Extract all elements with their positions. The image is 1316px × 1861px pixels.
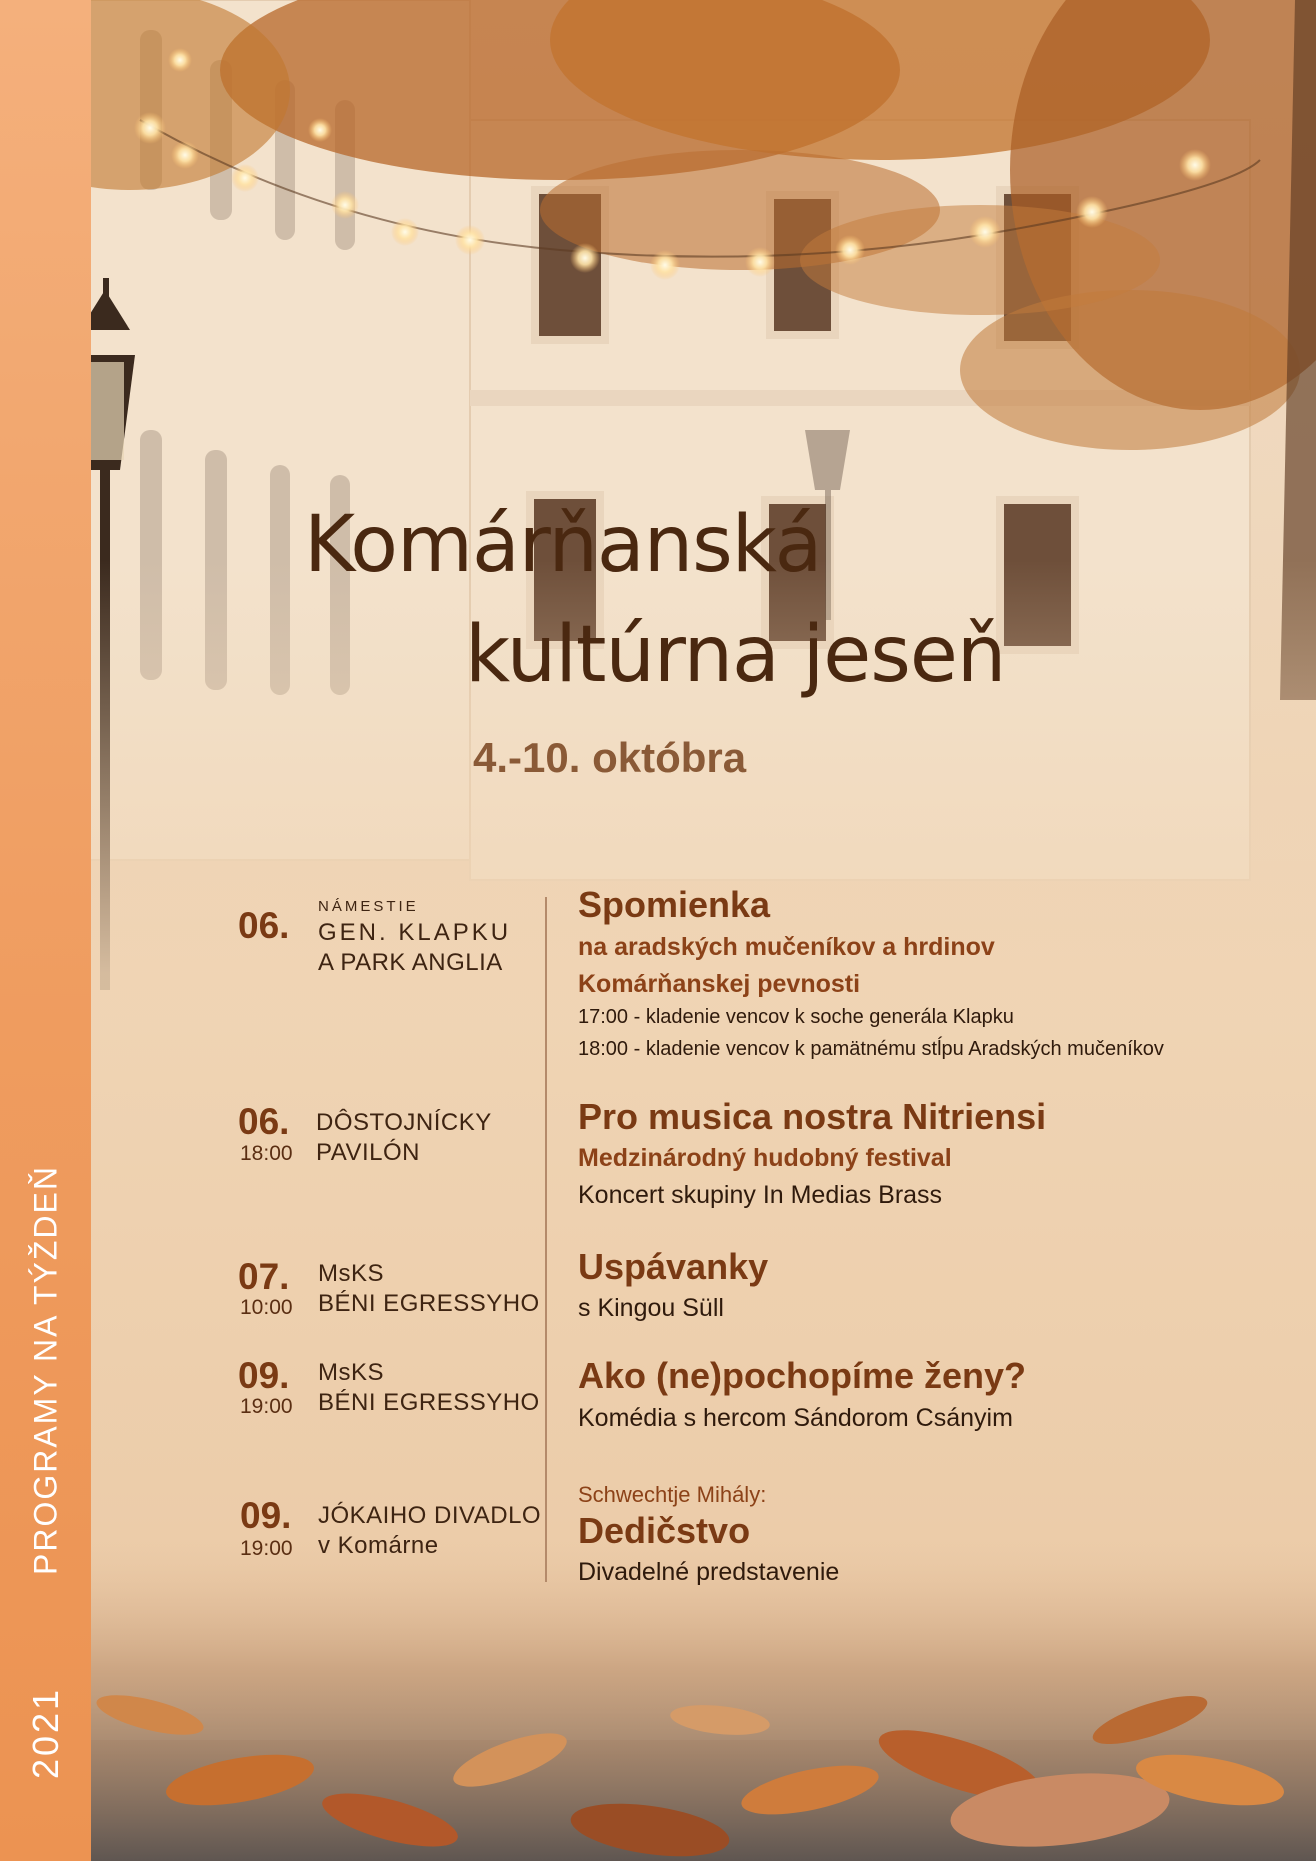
venue-line-1: GEN. KLAPKU <box>318 919 512 946</box>
venue-line-1: DÔSTOJNÍCKY <box>316 1109 492 1136</box>
event-subtitle: Medzinárodný hudobný festival <box>578 1144 952 1172</box>
event-description: Komédia s hercom Sándorom Csányim <box>578 1404 1013 1432</box>
event-description: Divadelné predstavenie <box>578 1558 840 1586</box>
event-author: Schwechtje Mihály: <box>578 1482 767 1507</box>
venue-line-2: PAVILÓN <box>316 1139 420 1166</box>
event-title: Spomienka <box>578 884 771 925</box>
event-day: 06. <box>238 905 290 946</box>
venue-line-2: A PARK ANGLIA <box>318 949 503 976</box>
date-range: 4.-10. októbra <box>473 734 747 781</box>
event-subtitle: na aradských mučeníkov a hrdinov <box>578 933 995 961</box>
venue-line-2: v Komárne <box>318 1532 439 1559</box>
event-time: 18:00 <box>240 1142 293 1165</box>
venue-line-1: MsKS <box>318 1359 385 1386</box>
venue-prefix: NÁMESTIE <box>318 898 419 915</box>
event-detail: 17:00 - kladenie vencov k soche generála Klapku <box>578 1006 1014 1028</box>
venue-line-2: BÉNI EGRESSYHO <box>318 1290 540 1317</box>
event-day: 06. <box>238 1101 290 1142</box>
event-venue <box>318 1501 541 1561</box>
event-day: 09. <box>240 1495 292 1536</box>
page-title-line-1: Komárňanská <box>304 500 822 590</box>
venue-line-1: JÓKAIHO DIVADLO <box>318 1502 542 1529</box>
event-venue <box>316 1108 492 1168</box>
event-description: Koncert skupiny In Medias Brass <box>578 1181 943 1209</box>
event-title: Dedičstvo <box>578 1510 751 1551</box>
column-divider <box>545 897 547 1582</box>
event-detail: 18:00 - kladenie vencov k pamätnému stĺpu Aradských mučeníkov <box>578 1038 1164 1060</box>
event-time: 10:00 <box>240 1296 293 1319</box>
venue-line-1: MsKS <box>318 1260 385 1287</box>
event-title: Pro musica nostra Nitriensi <box>578 1096 1047 1137</box>
event-subtitle: Komárňanskej pevnosti <box>578 970 861 998</box>
event-venue <box>318 896 511 978</box>
sidebar-band <box>0 0 91 1861</box>
event-day: 07. <box>238 1256 290 1297</box>
event-venue <box>318 1358 540 1418</box>
page-title-line-2: kultúrna jeseň <box>465 610 1006 700</box>
event-title: Ako (ne)pochopíme ženy? <box>578 1355 1027 1396</box>
event-time: 19:00 <box>240 1537 293 1560</box>
event-venue <box>318 1259 540 1319</box>
venue-line-2: BÉNI EGRESSYHO <box>318 1389 540 1416</box>
event-day: 09. <box>238 1355 290 1396</box>
year-label: 2021 <box>25 1686 66 1780</box>
event-description: s Kingou Süll <box>578 1294 724 1322</box>
programs-label: PROGRAMY NA TÝŽDEŇ <box>27 1165 64 1575</box>
event-title: Uspávanky <box>578 1246 769 1287</box>
event-time: 19:00 <box>240 1395 293 1418</box>
